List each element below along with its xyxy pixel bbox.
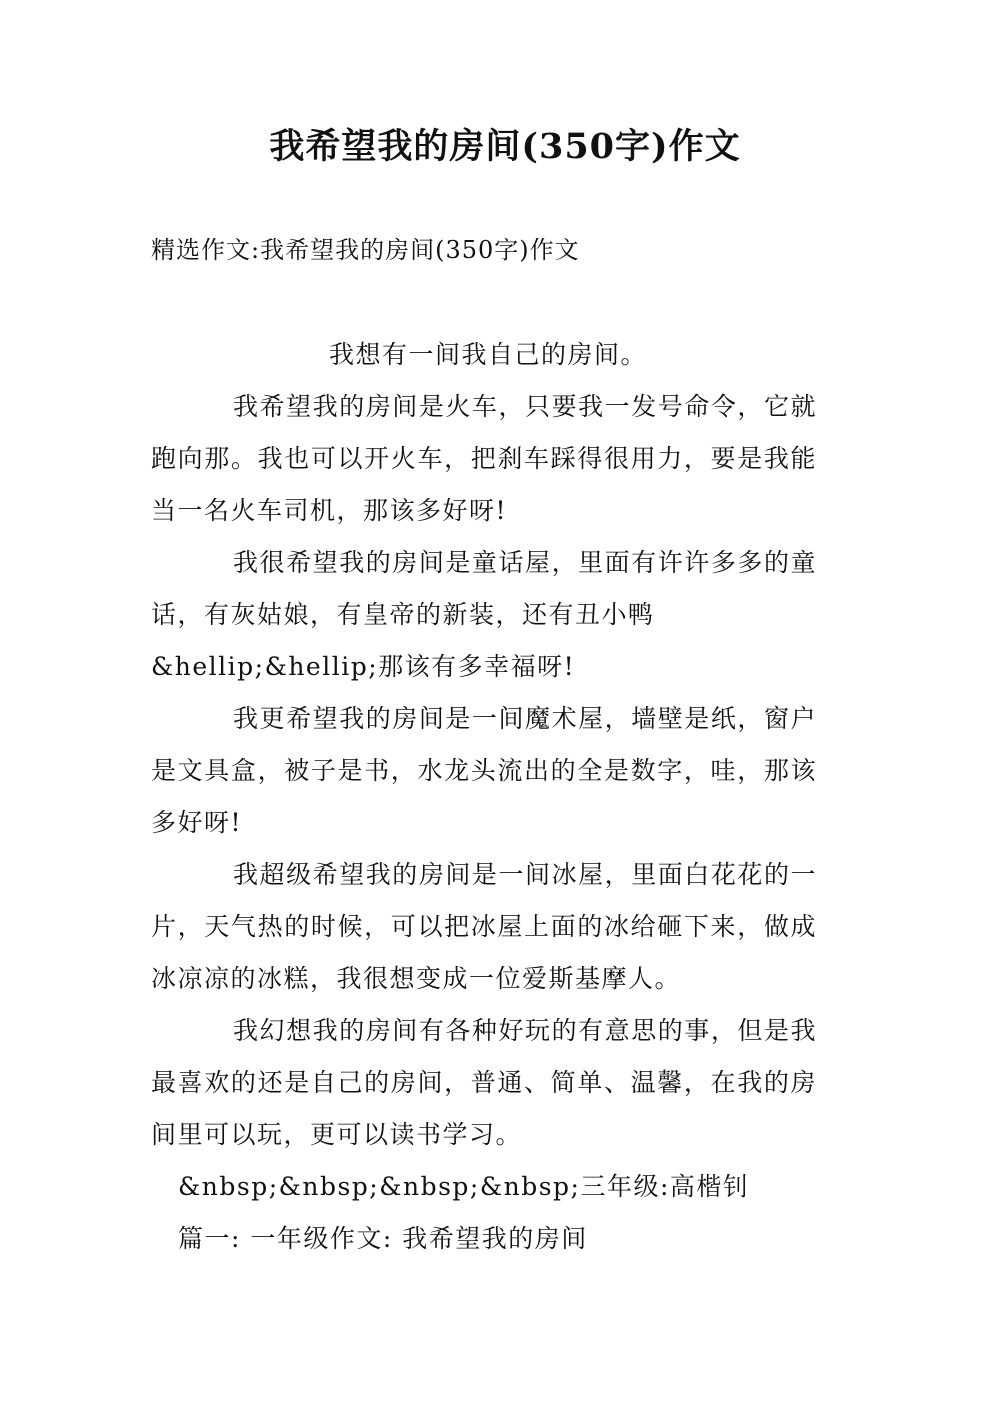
document-title: 我希望我的房间(350字)作文 xyxy=(269,126,741,167)
document-subtitle: 精选作文:我希望我的房间(350字)作文 xyxy=(151,236,580,264)
paragraph-line: 我希望我的房间是火车，只要我一发号命令，它就 xyxy=(233,392,817,421)
paragraph-line: 片，天气热的时候，可以把冰屋上面的冰给砸下来，做成 xyxy=(151,912,817,941)
essay-body xyxy=(151,329,817,1265)
paragraph-line: 间里可以玩，更可以读书学习。 xyxy=(151,1120,523,1149)
paragraph-line: &hellip;&hellip;那该有多幸福呀! xyxy=(151,652,576,681)
paragraph-line: 我超级希望我的房间是一间冰屋，里面白花花的一 xyxy=(233,860,817,889)
paragraph-line: 话，有灰姑娘，有皇帝的新装，还有丑小鸭 xyxy=(151,600,655,629)
paragraph-line: 跑向那。我也可以开火车，把刹车踩得很用力，要是我能 xyxy=(151,444,817,473)
next-article-heading: 篇一: 一年级作文: 我希望我的房间 xyxy=(178,1224,588,1253)
paragraph-line: 当一名火车司机，那该多好呀! xyxy=(151,496,508,525)
paragraph-line: 冰凉凉的冰糕，我很想变成一位爱斯基摩人。 xyxy=(151,964,682,993)
paragraph-line: 我想有一间我自己的房间。 xyxy=(328,340,647,369)
paragraph-line: 多好呀! xyxy=(151,808,243,837)
paragraph-line: 我幻想我的房间有各种好玩的有意思的事，但是我 xyxy=(233,1016,817,1045)
paragraph-line: 我很希望我的房间是童话屋，里面有许许多多的童 xyxy=(233,548,817,577)
paragraph-line: 最喜欢的还是自己的房间，普通、简单、温馨，在我的房 xyxy=(151,1068,817,1097)
paragraph-line: 是文具盒，被子是书，水龙头流出的全是数字，哇，那该 xyxy=(151,756,817,785)
paragraph-line: 我更希望我的房间是一间魔术屋，墙壁是纸，窗户 xyxy=(233,704,817,733)
author-line: &nbsp;&nbsp;&nbsp;&nbsp;三年级:高楷钊 xyxy=(178,1172,750,1201)
